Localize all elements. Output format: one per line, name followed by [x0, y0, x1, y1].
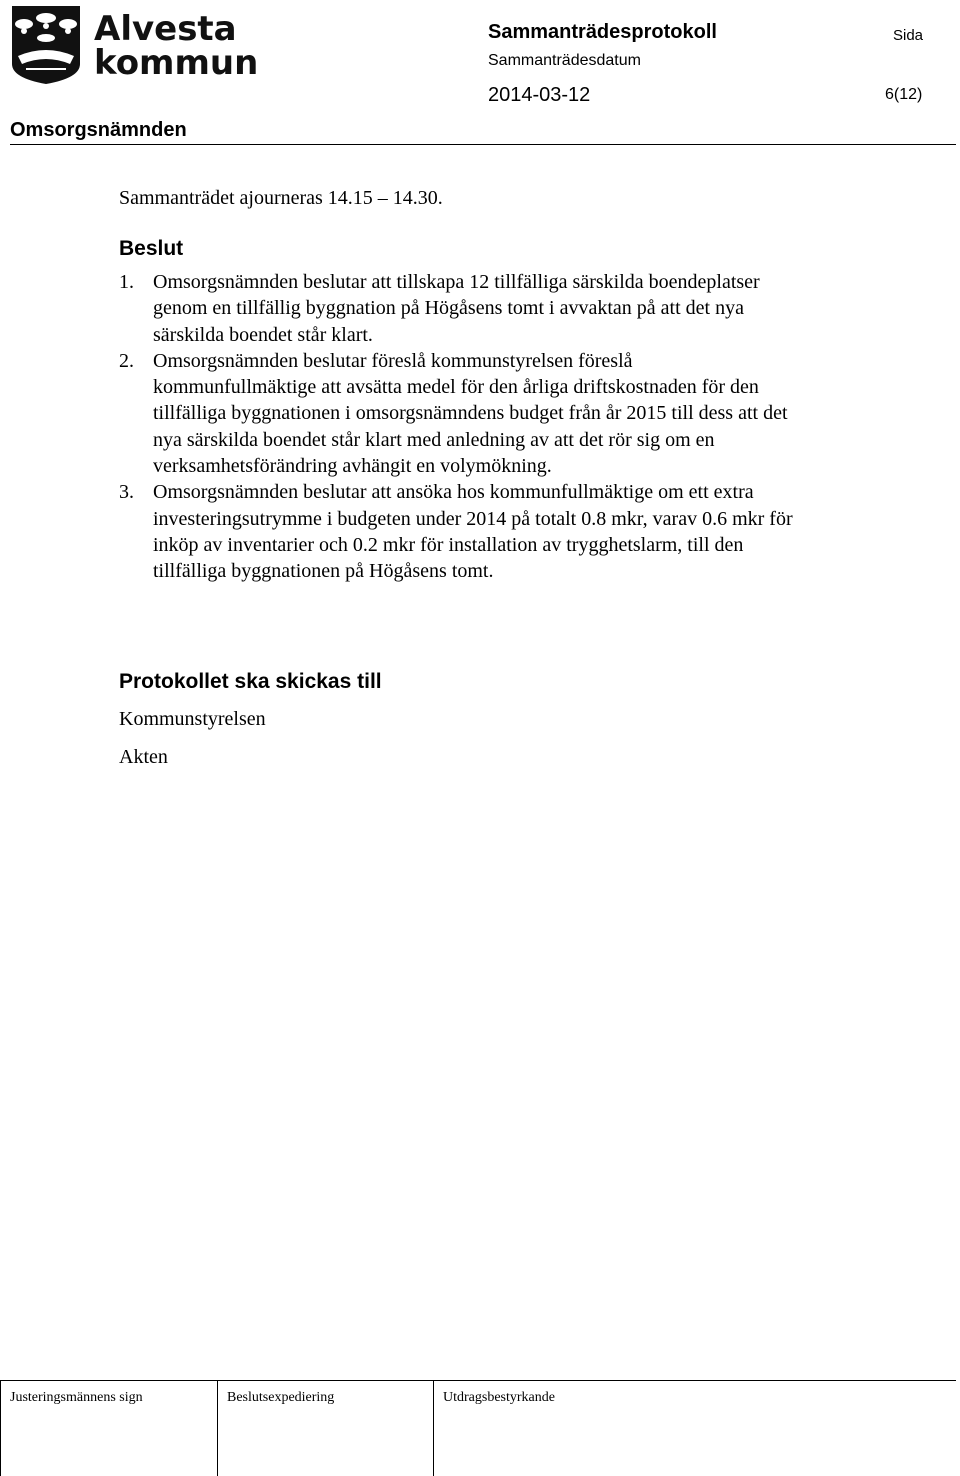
extract-certify-label: Utdragsbestyrkande	[443, 1390, 555, 1405]
decision-text: Omsorgsnämnden beslutar föreslå kommunstyrelsen föreslå kommunfullmäktige att avsätta medel för den årliga driftskostnaden för den tillfälliga byggnationen i omsorgsnämndens budget från år 2015 till dess att det nya särskilda boendet står klart med anledning av att det rör sig om en verksamhetsförändring avhängit en volymökning.	[153, 349, 788, 478]
decision-number: 3.	[119, 481, 134, 504]
decision-item	[119, 479, 799, 584]
extract-certify-cell	[433, 1381, 953, 1476]
decision-item	[119, 348, 799, 479]
decision-item	[119, 269, 799, 348]
municipality-logo	[10, 4, 259, 86]
decision-text: Omsorgsnämnden beslutar att ansöka hos kommunfullmäktige om ett extra investeringsutrymme i budgeten under 2014 på totalt 0.8 mkr, varav 0.6 mkr för inköp av inventarier och 0.2 mkr för installation av trygghetslarm, till den tillfälliga byggnationen på Högåsens tomt.	[153, 481, 793, 583]
adjournment-note: Sammanträdet ajourneras 14.15 – 14.30.	[119, 187, 443, 209]
meeting-date-label: Sammanträdesdatum	[488, 52, 641, 69]
adjusters-sign-cell	[0, 1381, 217, 1476]
recipient: Kommunstyrelsen	[119, 708, 266, 730]
decision-number: 1.	[119, 271, 134, 293]
coat-of-arms-icon	[10, 4, 259, 86]
decision-text: Omsorgsnämnden beslutar att tillskapa 12 tillfälliga särskilda boendeplatser genom en tillfällig byggnation på Högåsens tomt i avvaktan på att det nya särskilda boendet står klart.	[153, 271, 760, 346]
signature-footer	[0, 1380, 956, 1476]
decision-dispatch-cell	[217, 1381, 433, 1476]
page-number: 6(12)	[885, 86, 923, 103]
logo-text-line2: kommun	[94, 43, 259, 83]
header-divider	[10, 144, 956, 145]
decision-list	[119, 269, 799, 585]
decision-heading: Beslut	[119, 237, 184, 260]
document-type: Sammanträdesprotokoll	[488, 21, 717, 43]
decision-number: 2.	[119, 349, 134, 372]
logo-text-line1: Alvesta	[94, 9, 237, 49]
organization-name: Omsorgsnämnden	[10, 119, 187, 141]
recipient: Akten	[119, 746, 168, 768]
meeting-date: 2014-03-12	[488, 84, 591, 106]
distribution-heading: Protokollet ska skickas till	[119, 670, 382, 693]
decision-dispatch-label: Beslutsexpediering	[227, 1390, 335, 1405]
page-label: Sida	[893, 27, 924, 44]
adjusters-sign-label: Justeringsmännens sign	[10, 1390, 143, 1405]
